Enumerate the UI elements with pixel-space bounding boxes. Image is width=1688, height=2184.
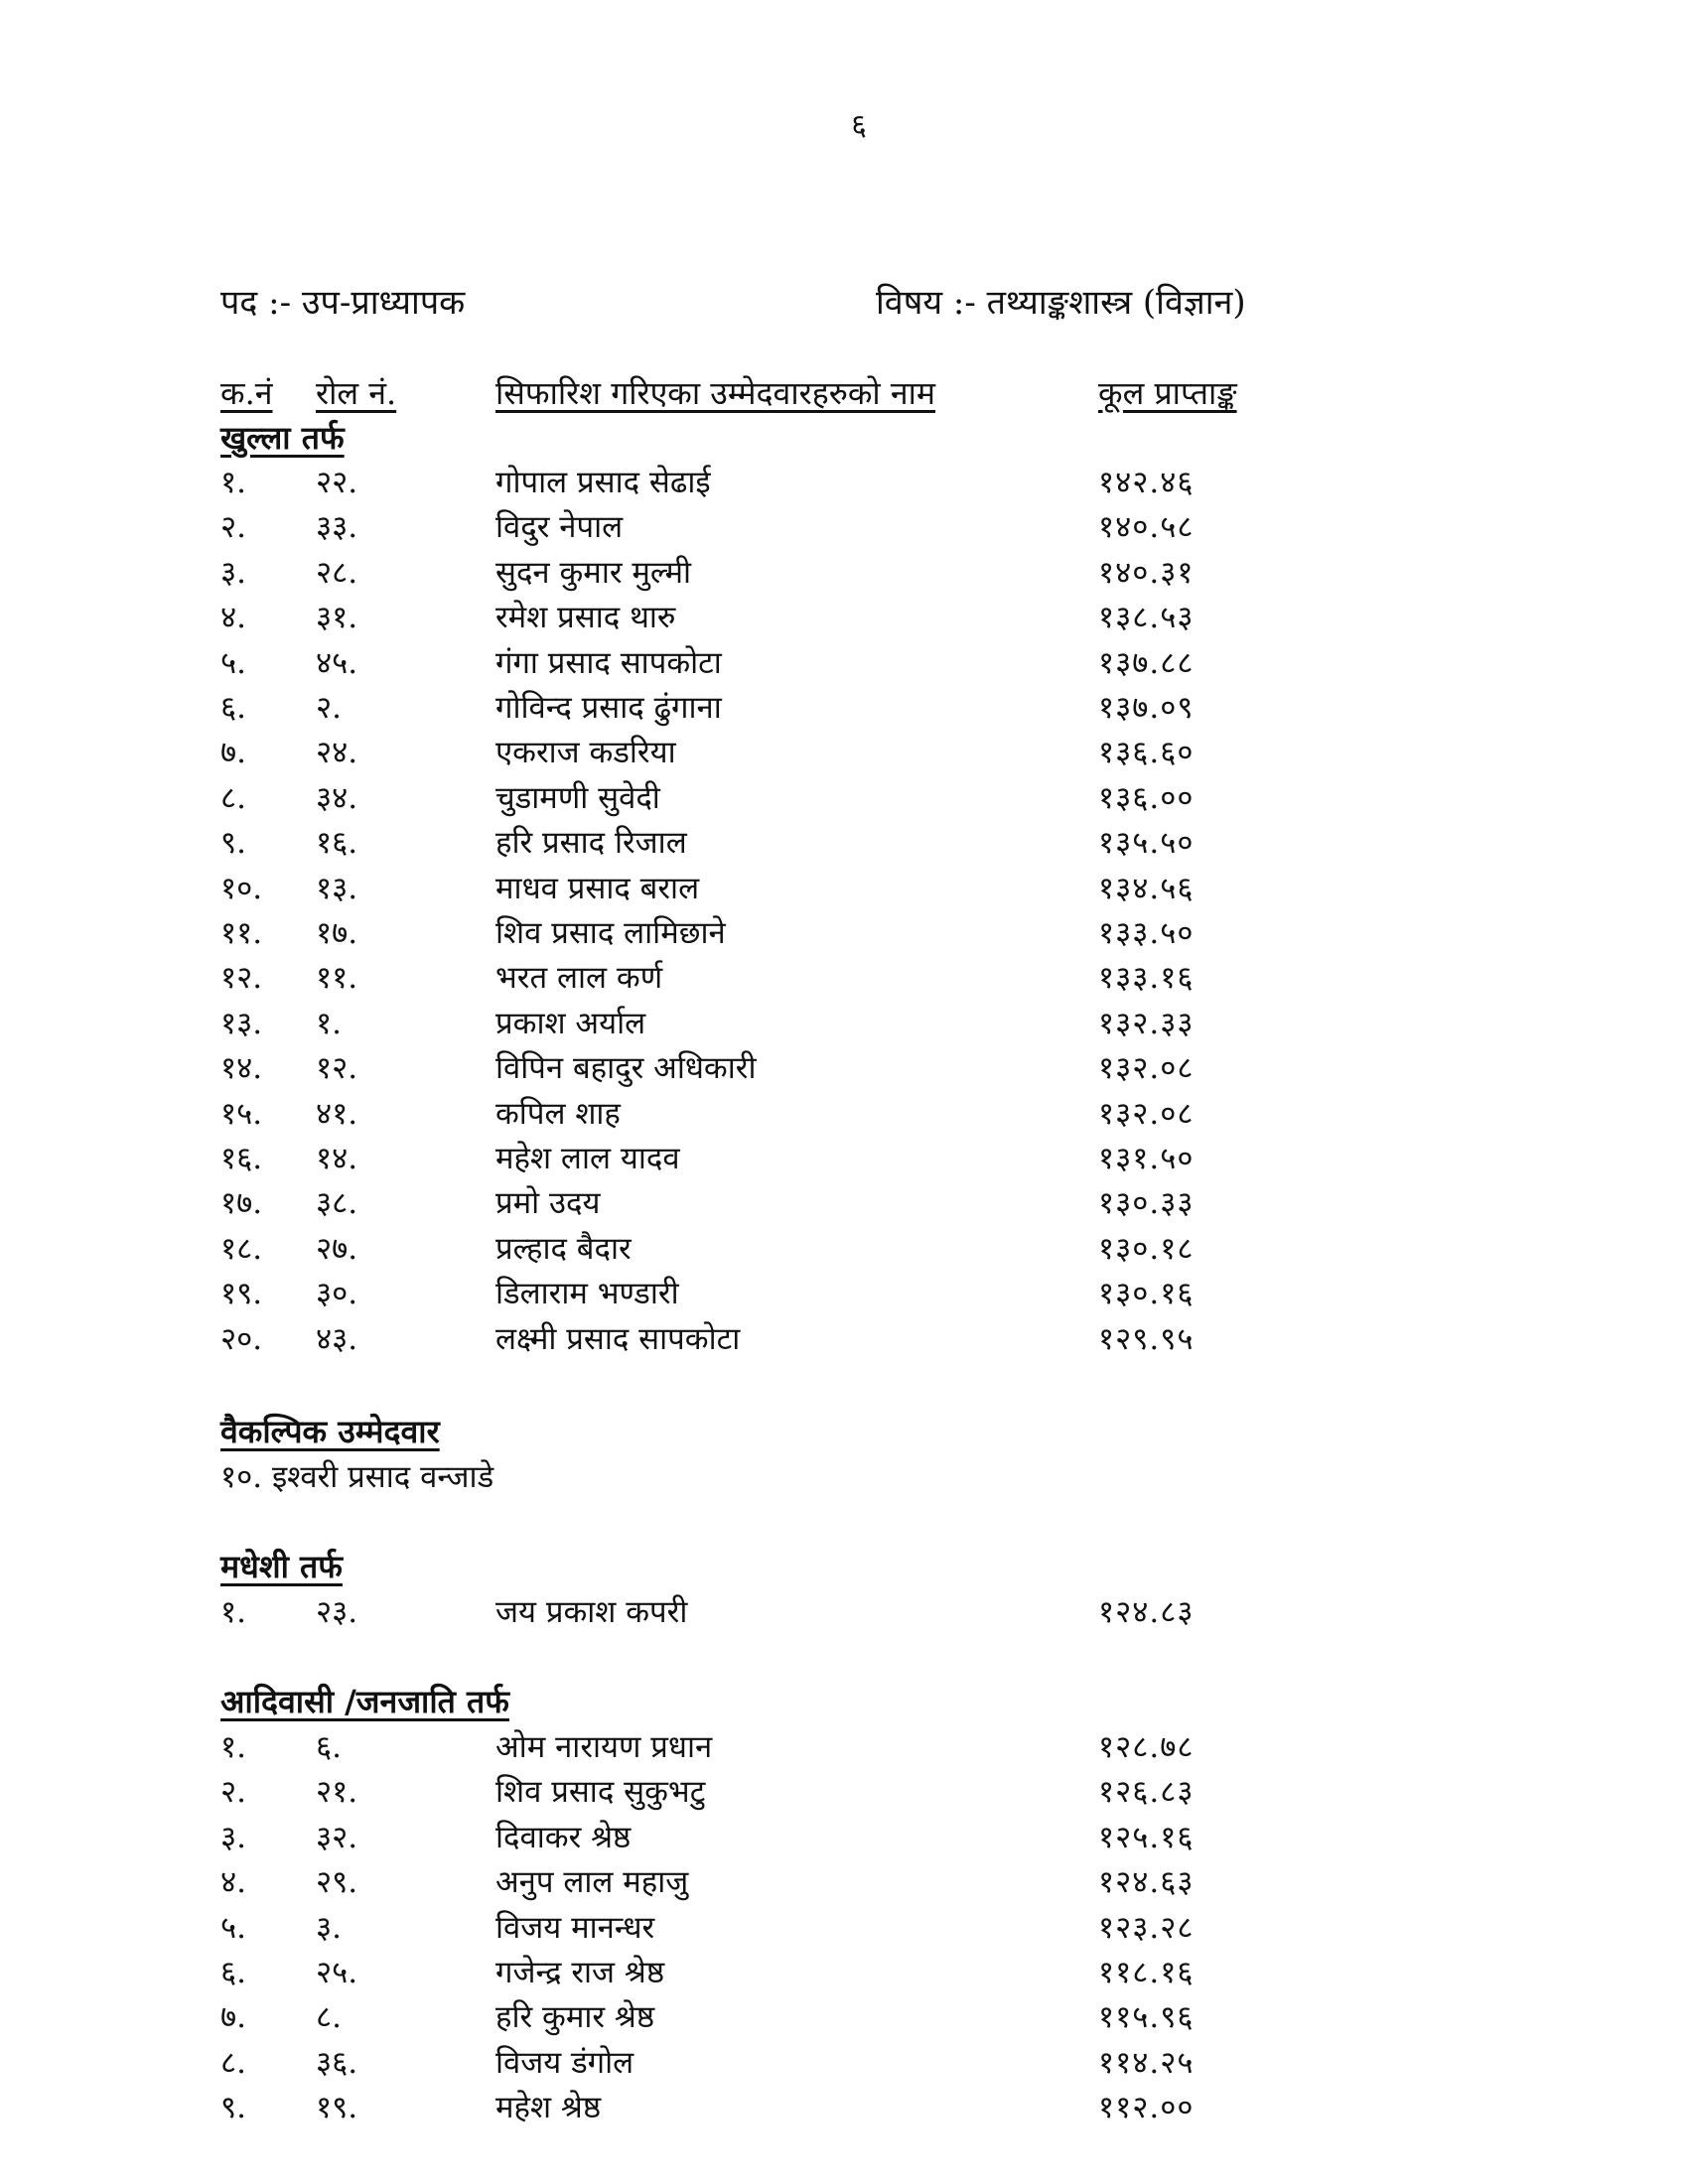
candidate-name: हरि कुमार श्रेष्ठ bbox=[495, 1999, 655, 2036]
section-title-janajati: आदिवासी /जनजाति तर्फ bbox=[220, 1683, 509, 1720]
total-marks: १३१.५० bbox=[1098, 1141, 1195, 1176]
candidate-row bbox=[220, 1860, 1313, 1905]
candidate-row bbox=[220, 731, 1313, 775]
serial-number: ९. bbox=[220, 825, 246, 862]
total-marks: १३०.३३ bbox=[1098, 1185, 1195, 1222]
total-marks: ११८.१६ bbox=[1098, 1955, 1195, 1990]
total-marks: १४०.३१ bbox=[1098, 554, 1195, 591]
total-marks: १३६.०० bbox=[1098, 779, 1195, 816]
candidate-row bbox=[220, 1995, 1313, 2040]
total-marks: १४२.४६ bbox=[1098, 465, 1195, 500]
total-marks: १३६.६० bbox=[1098, 735, 1195, 771]
section-title-alternate: वैकल्पिक उम्मेदवार bbox=[220, 1413, 440, 1450]
candidate-name: महेश लाल यादव bbox=[495, 1141, 680, 1176]
total-marks: १२४.८३ bbox=[1098, 1594, 1195, 1630]
candidate-row bbox=[220, 911, 1313, 956]
candidate-row bbox=[220, 776, 1313, 821]
total-marks: १३२.०८ bbox=[1098, 1095, 1195, 1132]
total-marks: १२३.२८ bbox=[1098, 1909, 1195, 1946]
serial-number: ४. bbox=[220, 600, 246, 636]
candidate-name: सुदन कुमार मुल्मी bbox=[495, 554, 692, 591]
candidate-row bbox=[220, 2086, 1313, 2130]
candidate-row bbox=[220, 1002, 1313, 1046]
roll-number: ३. bbox=[316, 1909, 342, 1946]
candidate-row bbox=[220, 596, 1313, 640]
total-marks: १२४.६३ bbox=[1098, 1864, 1195, 1901]
candidate-name: शिव प्रसाद लामिछाने bbox=[495, 915, 726, 951]
candidate-row bbox=[220, 1137, 1313, 1181]
roll-number: ४५. bbox=[316, 644, 358, 681]
candidate-name: माधव प्रसाद बराल bbox=[495, 870, 700, 906]
serial-number: २०. bbox=[220, 1320, 263, 1357]
total-marks: १४०.५८ bbox=[1098, 509, 1195, 546]
total-marks: १२९.९५ bbox=[1098, 1320, 1195, 1357]
candidate-row bbox=[220, 821, 1313, 866]
total-marks: १३०.१६ bbox=[1098, 1276, 1195, 1312]
candidate-name: विजय डंगोल bbox=[495, 2044, 634, 2081]
candidate-name: डिलाराम भण्डारी bbox=[495, 1276, 679, 1312]
roll-number: २४. bbox=[316, 735, 358, 771]
post-title: पद :- उप-प्राध्यापक bbox=[220, 283, 466, 323]
candidate-name: प्रकाश अर्याल bbox=[495, 1005, 646, 1041]
serial-number: ६. bbox=[220, 1955, 246, 1990]
candidate-name: रमेश प्रसाद थारु bbox=[495, 600, 676, 636]
total-marks: १३४.५६ bbox=[1098, 870, 1195, 906]
roll-number: २१. bbox=[316, 1774, 358, 1811]
candidate-name: गोपाल प्रसाद सेढाई bbox=[495, 465, 711, 500]
total-marks: १३७.८८ bbox=[1098, 644, 1195, 681]
candidate-row bbox=[220, 505, 1313, 550]
candidate-name: प्रमो उदय bbox=[495, 1185, 601, 1222]
candidate-row bbox=[220, 551, 1313, 596]
candidate-row bbox=[220, 1227, 1313, 1272]
candidate-name: भरत लाल कर्ण bbox=[495, 960, 663, 997]
candidate-row bbox=[220, 1770, 1313, 1815]
candidate-name: एकराज कडरिया bbox=[495, 735, 676, 771]
candidate-name: अनुप लाल महाजु bbox=[495, 1864, 689, 1901]
candidate-row bbox=[220, 686, 1313, 731]
serial-number: १४. bbox=[220, 1050, 263, 1087]
roll-number: २८. bbox=[316, 554, 358, 591]
candidate-name: प्रल्हाद बैदार bbox=[495, 1230, 632, 1267]
total-marks: ११५.९६ bbox=[1098, 1999, 1195, 2036]
candidate-name: विपिन बहादुर अधिकारी bbox=[495, 1050, 757, 1087]
candidate-row bbox=[220, 1906, 1313, 1951]
candidate-name: चुडामणी सुवेदी bbox=[495, 779, 660, 816]
candidate-row bbox=[220, 1092, 1313, 1137]
serial-number: ८. bbox=[220, 2044, 246, 2081]
candidate-row bbox=[220, 1951, 1313, 1995]
candidate-row bbox=[220, 2041, 1313, 2086]
total-marks: १३०.१८ bbox=[1098, 1230, 1195, 1267]
serial-number: ६. bbox=[220, 690, 246, 726]
serial-number: ७. bbox=[220, 735, 246, 771]
roll-number: ३०. bbox=[316, 1276, 358, 1312]
roll-number: १७. bbox=[316, 915, 358, 951]
candidate-row bbox=[220, 1816, 1313, 1860]
serial-number: ११. bbox=[220, 915, 263, 951]
candidate-name: हरि प्रसाद रिजाल bbox=[495, 825, 687, 862]
serial-number: १५. bbox=[220, 1095, 263, 1132]
serial-number: १. bbox=[220, 1729, 246, 1765]
roll-number: १३. bbox=[316, 870, 358, 906]
roll-number: २२. bbox=[316, 465, 358, 500]
total-marks: १३७.०९ bbox=[1098, 690, 1195, 726]
col-header-name: सिफारिश गरिएका उम्मेदवारहरुको नाम bbox=[495, 374, 936, 412]
col-header-marks: कूल प्राप्ताङ्क bbox=[1098, 374, 1237, 412]
roll-number: ३१. bbox=[316, 600, 358, 636]
roll-number: ८. bbox=[316, 1999, 342, 2036]
alternate-candidate: १०. इश्वरी प्रसाद वन्जाडे bbox=[220, 1459, 494, 1495]
roll-number: ४१. bbox=[316, 1095, 358, 1132]
candidate-name: दिवाकर श्रेष्ठ bbox=[495, 1819, 632, 1855]
candidate-name: जय प्रकाश कपरी bbox=[495, 1594, 688, 1630]
candidate-name: गंगा प्रसाद सापकोटा bbox=[495, 644, 722, 681]
roll-number: ३४. bbox=[316, 779, 358, 816]
roll-number: ३६. bbox=[316, 2044, 358, 2081]
section-title-open: खुल्ला तर्फ bbox=[220, 419, 345, 457]
roll-number: ३२. bbox=[316, 1819, 358, 1855]
roll-number: २५. bbox=[316, 1955, 358, 1990]
serial-number: १२. bbox=[220, 960, 263, 997]
col-header-sn: क.नं bbox=[220, 374, 273, 412]
candidate-name: विजय मानन्धर bbox=[495, 1909, 655, 1946]
total-marks: १२६.८३ bbox=[1098, 1774, 1195, 1811]
serial-number: ५. bbox=[220, 644, 246, 681]
serial-number: १३. bbox=[220, 1005, 263, 1041]
total-marks: ११२.०० bbox=[1098, 2090, 1195, 2126]
total-marks: १२८.७८ bbox=[1098, 1729, 1195, 1765]
roll-number: १९. bbox=[316, 2090, 358, 2126]
serial-number: ८. bbox=[220, 779, 246, 816]
roll-number: ४३. bbox=[316, 1320, 358, 1357]
section-title-madhesi: मधेशी तर्फ bbox=[220, 1548, 343, 1585]
serial-number: १८. bbox=[220, 1230, 263, 1267]
candidate-row bbox=[220, 956, 1313, 1001]
candidate-row bbox=[220, 1590, 1313, 1635]
roll-number: १. bbox=[316, 1005, 342, 1041]
serial-number: ९. bbox=[220, 2090, 246, 2126]
roll-number: ३३. bbox=[316, 509, 358, 546]
serial-number: १. bbox=[220, 1594, 246, 1630]
candidate-row bbox=[220, 1725, 1313, 1770]
page-number: ६ bbox=[851, 108, 867, 143]
roll-number: ११. bbox=[316, 960, 358, 997]
candidate-row bbox=[220, 867, 1313, 911]
roll-number: १२. bbox=[316, 1050, 358, 1087]
candidate-name: विदुर नेपाल bbox=[495, 509, 624, 546]
roll-number: २३. bbox=[316, 1594, 358, 1630]
candidate-name: कपिल शाह bbox=[495, 1095, 621, 1132]
total-marks: १३२.०८ bbox=[1098, 1050, 1195, 1087]
total-marks: १३३.१६ bbox=[1098, 960, 1195, 997]
serial-number: २. bbox=[220, 1774, 246, 1811]
col-header-roll: रोल नं. bbox=[316, 374, 397, 412]
total-marks: १३२.३३ bbox=[1098, 1005, 1195, 1041]
serial-number: १९. bbox=[220, 1276, 263, 1312]
serial-number: ३. bbox=[220, 1819, 246, 1855]
serial-number: १. bbox=[220, 465, 246, 500]
total-marks: ११४.२५ bbox=[1098, 2044, 1195, 2081]
roll-number: ३८. bbox=[316, 1185, 358, 1222]
roll-number: १६. bbox=[316, 825, 358, 862]
serial-number: ५. bbox=[220, 1909, 246, 1946]
candidate-row bbox=[220, 461, 1313, 505]
subject-title: विषय :- तथ्याङ्कशास्त्र (विज्ञान) bbox=[876, 283, 1246, 323]
candidate-row bbox=[220, 1181, 1313, 1226]
roll-number: २७. bbox=[316, 1230, 358, 1267]
serial-number: ४. bbox=[220, 1864, 246, 1901]
roll-number: ६. bbox=[316, 1729, 342, 1765]
serial-number: २. bbox=[220, 509, 246, 546]
candidate-name: महेश श्रेष्ठ bbox=[495, 2090, 602, 2126]
candidate-row bbox=[220, 1272, 1313, 1316]
document-heading bbox=[220, 278, 1688, 324]
total-marks: १३५.५० bbox=[1098, 825, 1195, 862]
candidate-name: गजेन्द्र राज श्रेष्ठ bbox=[495, 1955, 665, 1990]
candidate-name: गोविन्द प्रसाद ढुंगाना bbox=[495, 690, 722, 726]
candidate-row bbox=[220, 641, 1313, 686]
candidate-name: ओम नारायण प्रधान bbox=[495, 1729, 713, 1765]
candidate-name: लक्ष्मी प्रसाद सापकोटा bbox=[495, 1320, 741, 1357]
serial-number: १६. bbox=[220, 1141, 263, 1176]
total-marks: १३३.५० bbox=[1098, 915, 1195, 951]
total-marks: १२५.१६ bbox=[1098, 1819, 1195, 1855]
candidate-row bbox=[220, 1317, 1313, 1362]
serial-number: ३. bbox=[220, 554, 246, 591]
total-marks: १३८.५३ bbox=[1098, 600, 1195, 636]
candidate-name: शिव प्रसाद सुकुभटु bbox=[495, 1774, 706, 1811]
roll-number: २. bbox=[316, 690, 342, 726]
candidate-row bbox=[220, 1046, 1313, 1091]
serial-number: १०. bbox=[220, 870, 263, 906]
roll-number: २९. bbox=[316, 1864, 358, 1901]
serial-number: ७. bbox=[220, 1999, 246, 2036]
serial-number: १७. bbox=[220, 1185, 263, 1222]
roll-number: १४. bbox=[316, 1141, 358, 1176]
